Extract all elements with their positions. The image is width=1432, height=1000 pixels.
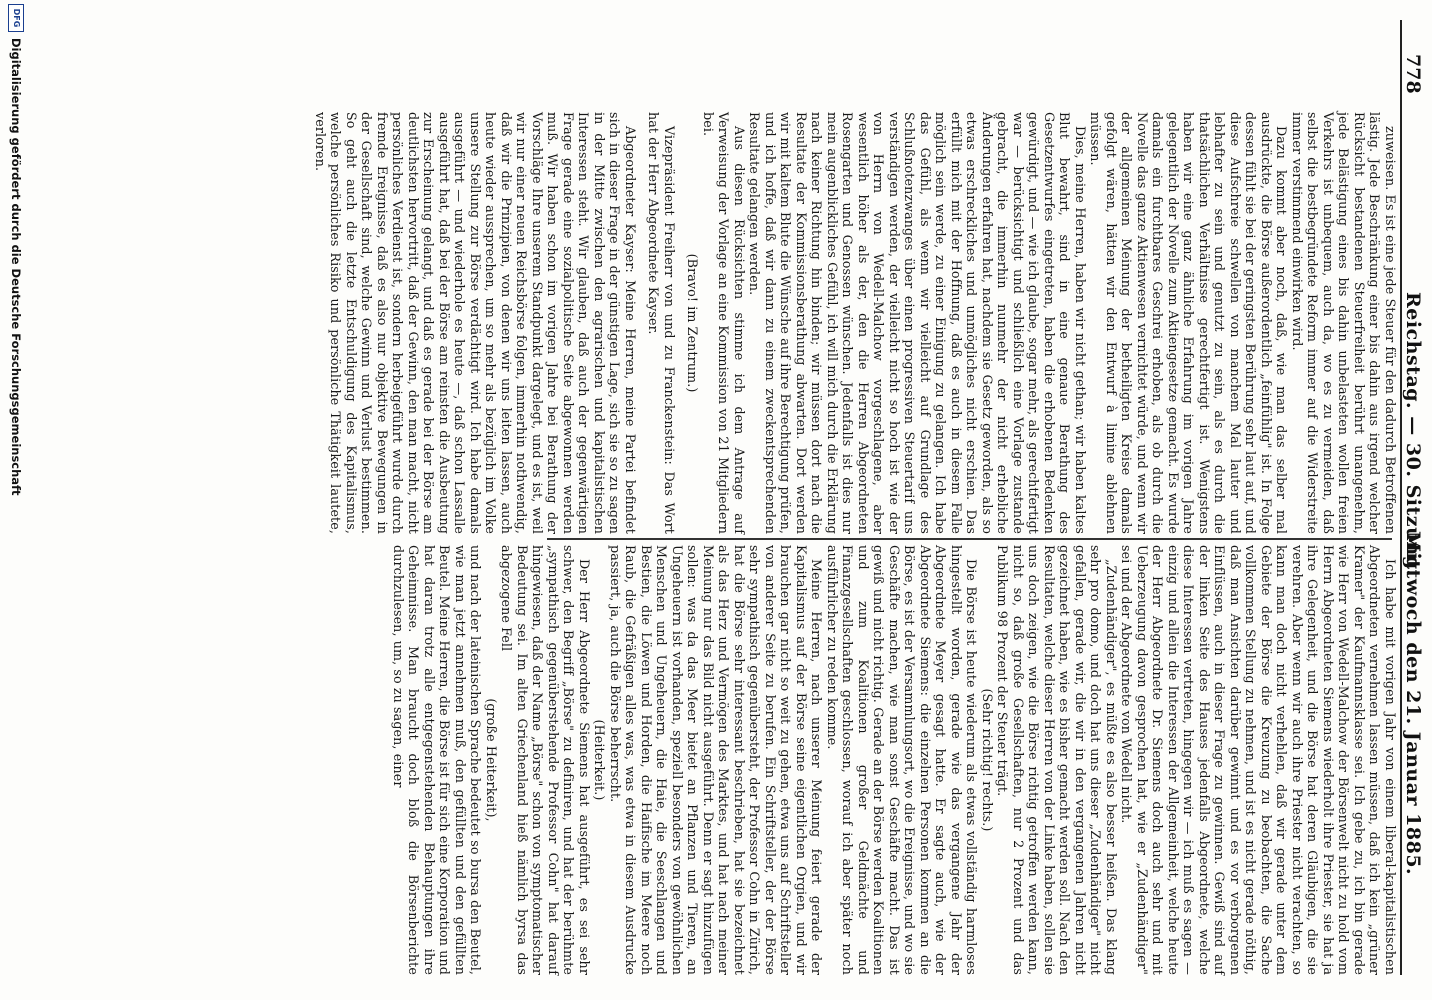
interjection: (Bravo! im Zentrum.) [685,253,701,393]
paragraph: Dies, meine Herren, haben wir nicht gethan; wir haben kaltes Blut bewahrt, sind in eine genaue Berathung des Gesetzentwurfes eingetreten, haben die erhobenen Bedenken gewürdigt, und — wie ich glaube, sogar mehr, als gerechtfertigt war — berücksichtigt und schließlich eine Vorlage zustande gebracht, die immerhin nunmehr der nicht erhebliche Änderungen erfahren hat, nachdem sie Gesetz geworden, als so etwas erschreckliches und unmögliches nicht erschien. Das erfüllt mich mit der Hoffnung, daß es auch in diesem Falle möglich sein werde, zu einer Einigung zu gelangen. Ich habe das Gefühl, als wenn wir vielleicht auf Grundlage des Schlußnotenzwanges über einen progressiven Steuertarif uns verständigen werden, der vielleicht nicht so hoch ist wie der von Herrn von Wedell-Malchow vorgeschlagene, aber wesentlich höher als der, den die Herren Abgeordneten Rosengarten und Genossen wünschen. Jedenfalls ist dies nur mein augenblickliches Gefühl, ich will mich durch die Erklärung nach keiner Richtung hin binden; wir müssen dort nach die Resultate der Kommissionsberathung abwarten. Dort werden wir mit kaltem Blute die Wünsche auf ihre Berechtigung prüfen, und ich hoffe, daß wir dann zu einem zweckentsprechenden Resultate gelangen werden. [747,112,1088,534]
paragraph: Dazu kommt aber noch, daß, wie man das selber mal ausdrückte, die Börse außerordentlich „feinfühlig" ist. In Folge dessen fühlt sie bei der geringsten Berührung sehr laut auf, und diese Aufschreie schwellen von manchem Mal lauter und lebhafter zu sein und genutzt zu sein, als es durch die thatsächlichen Verhältnisse gerechtfertigt ist. Wenigstens haben wir eine ganz ähnliche Erfahrung im vorigen Jahre gelegentlich der Novelle zum Aktiengesetze gemacht. Es wurde damals ein furchtbares Geschrei erhoben, als ob durch die Novelle das ganze Aktienwesen vernichtet würde, und wenn wir der allgemeinen Meinung der betheiligten Kreise damals gefolgt wären, hätten wir den Entwurf à limine ablehnen müssen. [1088,112,1290,534]
paragraph: Ich habe mit vorigen Jahr von einem liberal-kapitalistischen Abgeordneten vernehmen lassen müssen, daß ich kein „grüner Kramer" der Kaufmannsklasse sei. Ich gebe zu, ich bin gerade wie Herr von Wedell-Malchow der Börsenwelt nicht zu hold vom Herrn Abgeordneten Siemens wiederholt ihre Priester, sie hat ja ihre Gelegenheit, und die Börse hat deren Gläubigen, die sie verehren. Aber wenn wir auch ihre Priester nicht verachten, so kann man doch nicht verhehlen, daß wir gerade unter dem Gebiete der Börse die Kreuzung zu beobachten, die Sache vollkommen Stellung zu nehmen, und ist es nicht gerade nöthig, daß man Ansichten darüber gewinnt und es vor verborgenen Einflüssen, auch in dieser Frage zu gewinnen. Gewiß sind auf der linken Seite des Hauses jedenfalls Abgeordnete, welche diese Interessen vertreten, hingegen wir — ich muß es sagen — einzig und allein die Interessen der Allgemeinheit, welche heute der Herr Abgeordnete Dr. Siemens doch auch sehr und mit Ueberzeugung davon gesprochen hat, wie er „Zudenhändiger" sei und der Abgeordnete von Wedell nicht. [1119,545,1398,975]
digitization-footer [4,4,26,994]
page-number: 778 [1402,54,1424,94]
column-divider [547,538,1392,540]
paragraph: und nach der lateinischen Sprache bedeutet so bursa den Beutel, wie man jetzt annehmen muß, den gefüllten und den gefüllten Beutel. Meine Herren, die Börse ist für sich eine Korporation und hat daran trotz alle entgegenstehenden Behauptungen ihre Geheimnisse. Man braucht doch bloß die Börsenberichte durchzulesen, um, so zu sagen, einer [391,545,484,975]
page-title: Reichstag. — 30. Sitzung. [1402,292,1424,577]
paragraph: Meine Herren, nach unserer Meinung feiert gerade der Kapitalismus auf der Börse seine eigentlichen Orgien, und wir brauchen gar nicht so weit zu gehen, etwa uns auf Schriftsteller von anderer Seite zu berufen. Ein Schriftsteller, der der Börse sehr sympathisch gegenübersteht, der Professor Cohn in Zürich, hat die Börse sehr interessant beschrieben, hat sie bezeichnet als das Herz und Vermögen des Marktes, und hat nach meiner Meinung nur das Bild nicht ausgeführt. Denn er sagt hinzufügen sollen: was da das Meer bietet an Pflanzen und Tieren, an Ungeheuern ist vorhanden, speziell besonders von gewöhnlichen Menschen und Ungeheuern, die Haie, die Seeschlangen und Bestien, die Löwen und Horden, die Haifische im Meere noch Raub, die Gefräßigen alles was, was etwa in diesem Ausdrucke passiert, ja, auch die Börse beherrscht. [608,545,825,975]
header-rule [1400,20,1402,975]
interjection: (große Heiterkeit), [484,698,499,822]
right-column [391,545,1399,975]
footer-credit: Digitalisierung gefördert durch die Deutsche Forschungsgemeinschaft [9,38,23,496]
paragraph: Der Herr Abgeordnete Siemens hat ausgeführt, es sei sehr schwer, den Begriff „Börse" zu definiren, und hat der berühmte „sympathisch gegenüberstehende Professor Cohn" hat darauf hingewiesen, daß der Name „Börse" schon von symptomatischer Bedeutung sei. Im alten Griechenland hieß nämlich byrsa das abgezogene Fell [499,545,592,975]
paragraph: Die Börse ist heute wiederum als etwas vollständig harmloses hingestellt worden, gerade wie das vergangene Jahr der Abgeordnete Meyer gesagt hatte. Er sagte auch, wie der Abgeordnete Siemens: die einzelnen Personen kommen an die Börse, es ist der Versammlungsort, wo die Ereignisse, und wo sie Geschäfte machen, wie man sonst Geschäfte macht. Das ist gewiß und nicht richtig. Gerade an der Börse werden Koalitionen und zum Koalitionen großer Geldmächte und Finanzgesellschaften geschlossen, worauf ich aber später noch ausführlicher zu reden komme. [825,545,980,975]
paragraph: zuweisen. Es ist eine jede Steuer für den dadurch Betroffenen lästig. Jede Beschränkung einer bis dahin aus irgend welcher Rücksicht bestandenen Steuerfreiheit berührt unangenehm, jede Belästigung eines bis dahin unbelasteten wollen freien Verkehrs ist unbequem, auch da, wo es zu vermeiden, daß selbst die bestbegründete Reform immer auf die Widerstreite immer verstimmend einwirken wird. [1290,112,1398,534]
dfg-logo: DFG [8,4,24,32]
page-date: Mittwoch den 21. Januar 1885. [1402,531,1424,876]
interjection: (Sehr richtig! rechts.) [980,688,995,832]
paragraph: Aus diesen Rücksichten stimme ich dem Antrage auf Verweisung der Vorlage an eine Kommission von 21 Mitgliedern bei. [701,112,747,534]
paragraph: Abgeordneter Kayser: Meine Herren, meine Partei befindet sich in dieser Frage in der günstigen Lage, sich sie so zu sagen in der Mitte zwischen den agrarischen und kapitalistischen Interessen steht. Wir glauben, daß auch der gegenwärtigen Frage gerade eine sozialpolitische Seite abgewonnen werden muß. Wir haben schon im vorigen Jahre bei Berathung der Vorschläge Ihre unserem Standpunkt dargelegt, und es ist, weil wir nur einer neuen Reichsbörse folgen, immerhin nothwendig, daß wir die Prinzipien, von denen wir uns leiten lassen, auch heute wieder aussprechen, um so mehr als bezüglich im Volke unsere Stellung zur Börse verdächtigt wird. Ich habe damals ausgeführt — und wiederhole es heute —, daß schon Lassalle ausgeführt hat, daß bei der Börse am reinsten die Ausbeutung zur Erscheinung gelangt, und daß es gerade bei der Börse am deutlichsten hervortritt, daß der Gewinn, den man macht, nicht persönliches Verdienst ist, sondern herbeigeführt wurde durch fremde Ereignisse, daß es also nur objektive Bewegungen in der Gesellschaft sind, welche Gewinn und Verlust bestimmen. So geht auch die letzte Entschuldigung des Kapitalismus, welche persönliches Risiko und persönliche Thätigkeit lautete, verloren. [313,112,638,534]
paragraph: „Zudenhändiger", es müßte es also besser heißen. Das klang sehr pro domo, und doch hat uns dieser „Zudenhändiger" nicht gefallen, gerade wir, die wir in den vergangenen Jahren nicht gezeichnet haben, wie es bisher gemacht werden soll. Nach den Resultaten, welche dieser Herren von der Linke haben, sollen sie uns doch zeigen, wie die Börse richtig getroffen werden kann, nicht so, daß große Gesellschaften, nur 2 Prozent und das Publikum 98 Prozent der Steuer trägt. [995,545,1119,975]
left-column [313,112,1399,534]
interjection: (Heiterkeit.) [592,719,608,801]
speaker-intro: Vizepräsident Freiherr von und zu Franckenstein: Das Wort hat der Herr Abgeordnete Kayser. [646,112,677,534]
